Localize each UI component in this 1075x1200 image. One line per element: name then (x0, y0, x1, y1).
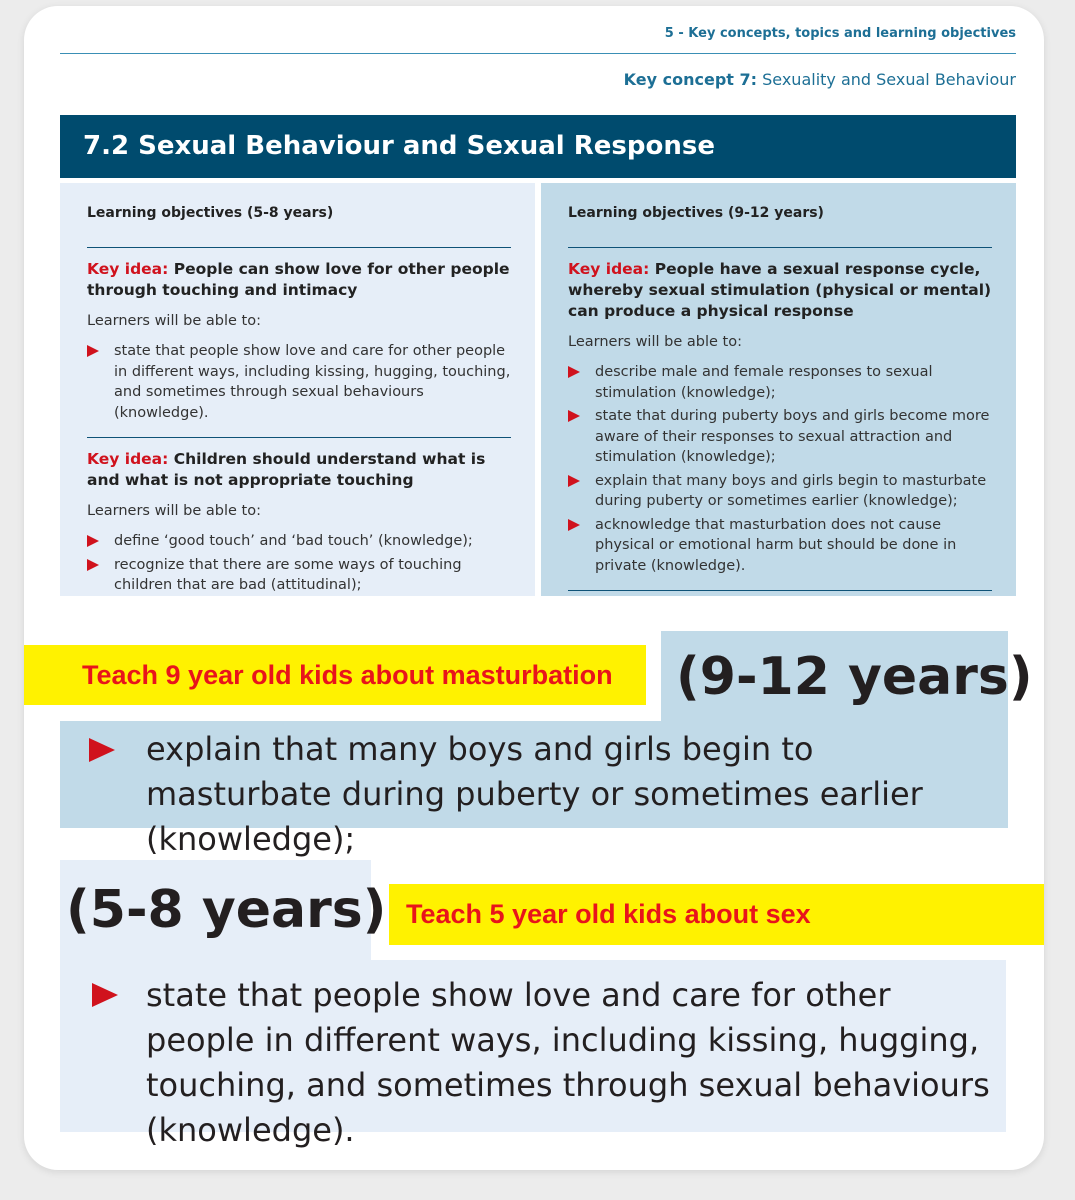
key-concept-label: Key concept 7: (623, 70, 758, 89)
objective-text: recognize that there are some ways of touching children that are bad (attitudinal); (114, 556, 462, 593)
key-idea-label: Key idea: (568, 260, 650, 278)
key-idea (568, 259, 992, 322)
bullet-triangle-icon (87, 535, 99, 547)
callout-text-5-8: state that people show love and care for other people in different ways, including kissing, hugging, touching, and sometimes through sexual behaviours (knowledge). (146, 976, 990, 1149)
objective-item (87, 341, 511, 423)
objective-text: describe male and female responses to sexual stimulation (knowledge); (595, 364, 933, 401)
bullet-triangle-icon (87, 345, 99, 357)
highlight-label-masturbation: Teach 9 year old kids about masturbation (24, 645, 646, 705)
bullet-triangle-icon (89, 738, 115, 762)
learners-intro: Learners will be able to: (87, 313, 261, 329)
objective-text: state that people show love and care for other people in different ways, including kissing, hugging, touching, and sometimes through sexual behaviours (knowledge). (114, 343, 511, 421)
left-column (60, 183, 535, 596)
bullet-triangle-icon (568, 366, 580, 378)
bullet-triangle-icon (568, 410, 580, 422)
key-idea-text: Children should understand what is and what is not appropriate touching (87, 450, 486, 489)
divider (87, 437, 511, 438)
bullet-triangle-icon (568, 475, 580, 487)
left-column-heading: Learning objectives (5-8 years) (87, 205, 334, 221)
objective-item (568, 362, 992, 403)
objective-text: define ‘good touch’ and ‘bad touch’ (knowledge); (114, 533, 473, 549)
objectives-list (87, 531, 511, 596)
highlight-label-sex: Teach 5 year old kids about sex (389, 884, 1044, 945)
bullet-triangle-icon (87, 559, 99, 571)
objectives-list (568, 362, 992, 576)
key-idea-label: Key idea: (87, 450, 169, 468)
divider (568, 590, 992, 591)
key-idea (87, 259, 511, 301)
objective-item (568, 515, 992, 577)
divider (87, 247, 511, 248)
section-title: 7.2 Sexual Behaviour and Sexual Response (60, 115, 1016, 178)
key-idea (87, 449, 511, 491)
objective-item (87, 555, 511, 596)
learners-intro: Learners will be able to: (87, 503, 261, 519)
divider (568, 247, 992, 248)
bullet-triangle-icon (568, 519, 580, 531)
key-concept-text: Sexuality and Sexual Behaviour (762, 70, 1016, 89)
key-concept-line (624, 70, 1016, 89)
objective-item (87, 531, 511, 552)
header-rule (60, 53, 1016, 54)
right-column (541, 183, 1016, 596)
bullet-triangle-icon (92, 983, 118, 1007)
objectives-list (87, 341, 511, 423)
callout-heading-9-12: (9-12 years) (676, 647, 1033, 707)
learners-intro: Learners will be able to: (568, 334, 742, 350)
objective-text: state that during puberty boys and girls become more aware of their responses to sexual attraction and stimulation (knowledge); (595, 408, 990, 465)
right-column-heading: Learning objectives (9-12 years) (568, 205, 824, 221)
key-idea-label: Key idea: (87, 260, 169, 278)
objective-item (568, 406, 992, 468)
callout-heading-5-8: (5-8 years) (66, 880, 387, 940)
running-head: 5 - Key concepts, topics and learning objectives (664, 26, 1016, 41)
callout-text-9-12: explain that many boys and girls begin to masturbate during puberty or sometimes earlier (knowledge); (146, 730, 923, 858)
key-idea-text: People can show love for other people through touching and intimacy (87, 260, 510, 299)
objective-item (568, 471, 992, 512)
objective-text: explain that many boys and girls begin to masturbate during puberty or sometimes earlier (knowledge); (595, 472, 987, 509)
objective-text: acknowledge that masturbation does not cause physical or emotional harm but should be done in private (knowledge). (595, 516, 957, 574)
key-idea-text: People have a sexual response cycle, whereby sexual stimulation (physical or mental) can produce a physical response (568, 260, 992, 320)
